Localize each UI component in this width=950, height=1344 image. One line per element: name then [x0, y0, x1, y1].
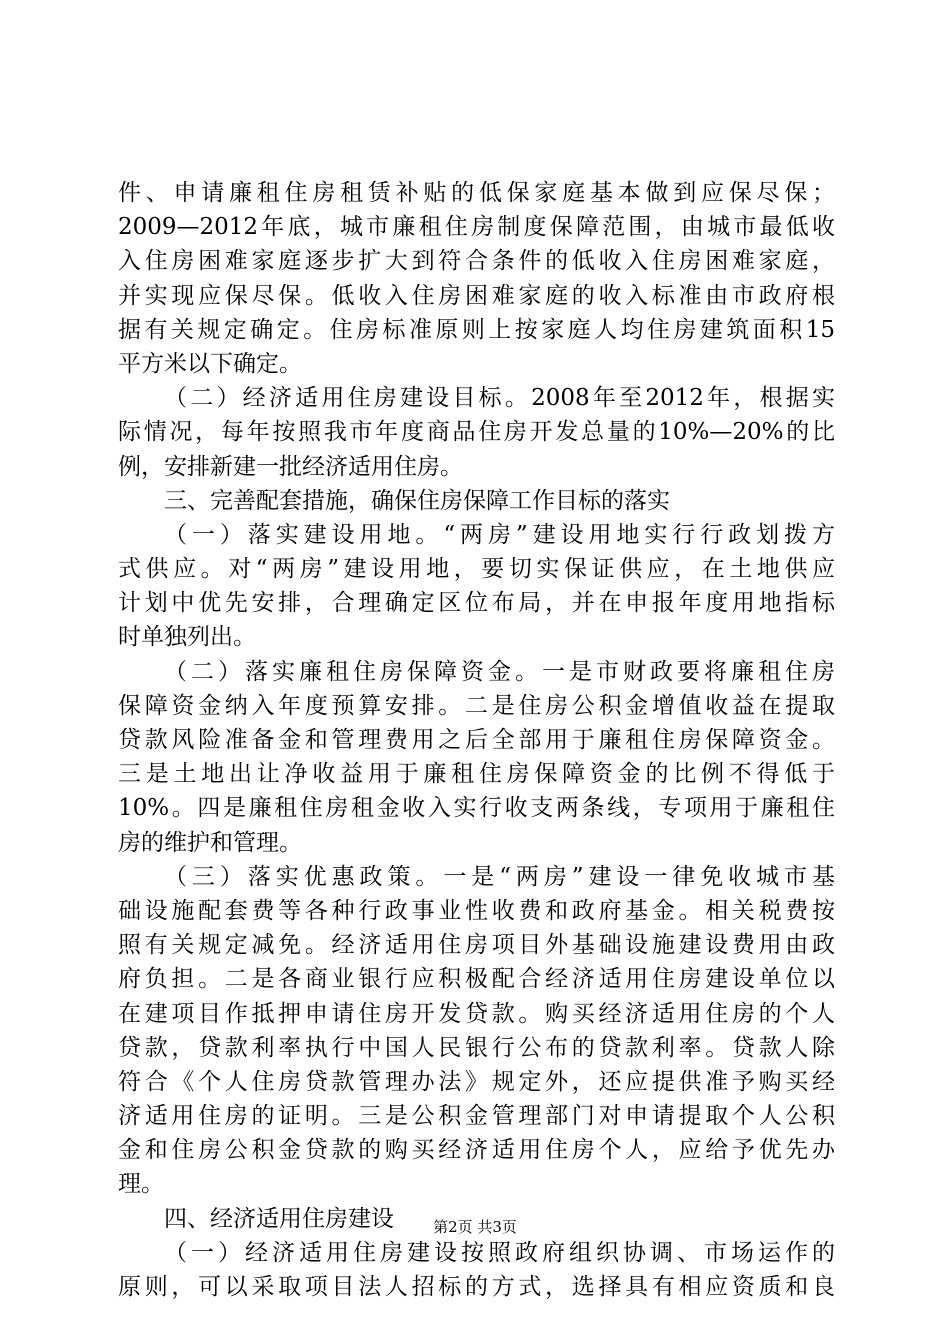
text-line: 10%。四是廉租住房租金收入实行收支两条线，专项用于廉租住 [118, 795, 835, 822]
text-line: 例，安排新建一批经济适用住房。 [118, 453, 463, 480]
text-line: 式供应。对“两房”建设用地，要切实保证供应，在土地供应 [118, 556, 835, 583]
text-line: 据有关规定确定。住房标准原则上按家庭人均住房建筑面积15 [118, 316, 835, 343]
text-line: 贷款风险准备金和管理费用之后全部用于廉租住房保障资金。 [118, 727, 835, 753]
text-line: 保障资金纳入年度预算安排。二是住房公积金增值收益在提取 [118, 692, 835, 719]
text-line: 照有关规定减免。经济适用住房项目外基础设施建设费用由政 [118, 932, 835, 959]
section-heading: 四、经济适用住房建设 [164, 1205, 394, 1232]
text-line: （二）经济适用住房建设目标。2008年至2012年，根据实 [164, 385, 835, 412]
text-line: 平方米以下确定。 [118, 350, 302, 377]
text-line: 房的维护和管理。 [118, 829, 302, 856]
section-heading: 三、完善配套措施，确保住房保障工作目标的落实 [164, 487, 670, 514]
text-line: 时单独列出。 [118, 624, 256, 651]
text-line: 府负担。二是各商业银行应积极配合经济适用住房建设单位以 [118, 966, 835, 993]
text-line: （一）落实建设用地。“两房”建设用地实行行政划拨方 [164, 521, 835, 548]
text-line: 际情况，每年按照我市年度商品住房开发总量的10%—20%的比 [118, 419, 835, 446]
text-line: （一）经济适用住房建设按照政府组织协调、市场运作的 [164, 1239, 835, 1266]
text-line: 三是土地出让净收益用于廉租住房保障资金的比例不得低于 [118, 761, 835, 788]
text-line: 符合《个人住房贷款管理办法》规定外，还应提供准予购买经 [118, 1068, 835, 1095]
text-line: （三）落实优惠政策。一是“两房”建设一律免收城市基 [164, 863, 835, 890]
text-line: 在建项目作抵押申请住房开发贷款。购买经济适用住房的个人 [118, 1000, 835, 1027]
text-line: 理。 [118, 1171, 164, 1198]
text-line: （二）落实廉租住房保障资金。一是市财政要将廉租住房 [164, 658, 835, 685]
text-line: 件、申请廉租住房租赁补贴的低保家庭基本做到应保尽保； [118, 180, 835, 206]
text-line: 金和住房公积金贷款的购买经济适用住房个人，应给予优先办 [118, 1137, 835, 1164]
text-line: 入住房困难家庭逐步扩大到符合条件的低收入住房困难家庭， [118, 248, 835, 275]
page-number-footer: 第2页 共3页 [433, 1218, 517, 1236]
text-line: 2009—2012年底，城市廉租住房制度保障范围，由城市最低收 [118, 214, 835, 241]
text-line: 济适用住房的证明。三是公积金管理部门对申请提取个人公积 [118, 1103, 835, 1130]
text-line: 并实现应保尽保。低收入住房困难家庭的收入标准由市政府根 [118, 282, 835, 309]
text-line: 贷款，贷款利率执行中国人民银行公布的贷款利率。贷款人除 [118, 1034, 835, 1061]
text-line: 础设施配套费等各种行政事业性收费和政府基金。相关税费按 [118, 897, 835, 924]
text-line: 原则，可以采取项目法人招标的方式，选择具有相应资质和良 [118, 1274, 835, 1300]
text-line: 计划中优先安排，合理确定区位布局，并在申报年度用地指标 [118, 590, 835, 617]
document-body [118, 176, 835, 1304]
